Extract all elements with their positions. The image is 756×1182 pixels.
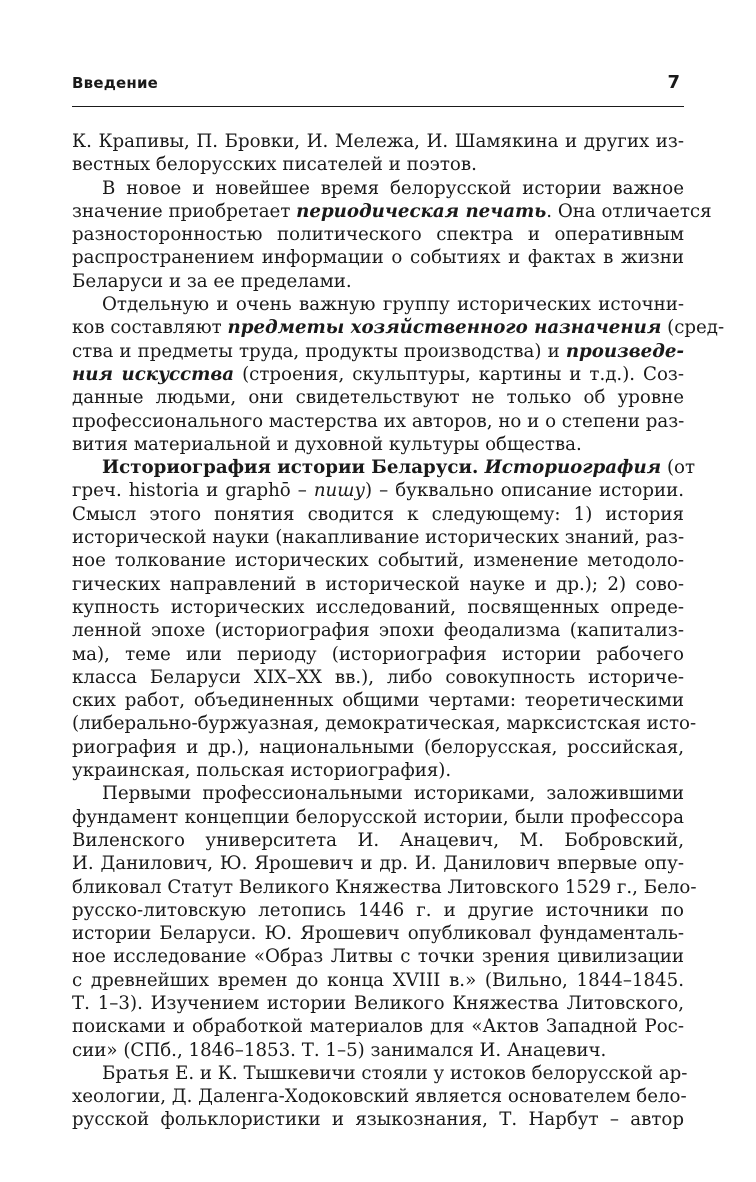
- text-line: ния искусства (строения, скульптуры, картины и т.д.). Соз-: [72, 363, 684, 385]
- running-header: [72, 74, 684, 98]
- text-line: поисками и обработкой материалов для «Актов Западной Рос-: [72, 1016, 684, 1038]
- text-line: риография и др.), национальными (белорусская, российская,: [72, 736, 684, 758]
- emphasis: ния искусства: [72, 363, 235, 385]
- text-line: греч. historia и graphō – пишу) – буквально описание истории.: [72, 480, 684, 502]
- body-text: [72, 130, 725, 1132]
- text-line: Смысл этого понятия сводится к следующему: 1) история: [72, 503, 684, 525]
- text-line: ков составляют предметы хозяйственного назначения (сред-: [72, 317, 725, 339]
- text-line: класса Беларуси XIX–XX вв.), либо совокупность историче-: [72, 666, 684, 688]
- text-line: И. Данилович, Ю. Ярошевич и др. И. Данилович впервые опу-: [72, 853, 684, 875]
- text-line: ное исследование «Образ Литвы с точки зрения цивилизации: [72, 946, 684, 968]
- text-line: хеологии, Д. Даленга-Ходоковский является основателем бело-: [72, 1086, 687, 1108]
- italic-word: пишу: [313, 480, 366, 502]
- text-line: профессионального мастерства их авторов, но и о степени раз-: [72, 410, 685, 432]
- text-line: Братья Е. и К. Тышкевичи стояли у истоков белорусской ар-: [102, 1062, 688, 1084]
- text-line: гических направлений в исторической науке и др.); 2) сово-: [72, 573, 684, 595]
- text-line: Историография истории Беларуси. Историография (от: [102, 457, 696, 479]
- text-line: разносторонностью политического спектра и оперативным: [72, 224, 684, 246]
- text-line: бликовал Статут Великого Княжества Литовского 1529 г., Бело-: [72, 876, 697, 898]
- text-line: Отдельную и очень важную группу исторических источни-: [102, 294, 684, 316]
- text-line: с древнейших времен до конца XVIII в.» (Вильно, 1844–1845.: [72, 969, 684, 991]
- subheading: Историография истории Беларуси.: [102, 457, 485, 479]
- emphasis: произведе-: [565, 340, 684, 362]
- text-line: ства и предметы труда, продукты производства) и произведе-: [72, 340, 684, 362]
- text-line: данные людьми, они свидетельствуют не только об уровне: [72, 387, 684, 409]
- text-line: вестных белорусских писателей и поэтов.: [72, 154, 477, 176]
- emphasis: Историография: [484, 457, 662, 479]
- text-line: истории Беларуси. Ю. Ярошевич опубликовал фундаменталь-: [72, 923, 684, 945]
- text-line: ма), теме или периоду (историография истории рабочего: [72, 643, 684, 665]
- text-line: Виленского университета И. Анацевич, М. Бобровский,: [72, 829, 684, 851]
- text-line: купность исторических исследований, посвященных опреде-: [72, 596, 684, 618]
- text-line: вития материальной и духовной культуры общества.: [72, 433, 582, 455]
- text-line: ских работ, объединенных общими чертами: теоретическими: [72, 690, 684, 712]
- text-line: ное толкование исторических событий, изменение методоло-: [72, 550, 684, 572]
- text-line: распространением информации о событиях и фактах в жизни: [72, 247, 684, 269]
- text-line: К. Крапивы, П. Бровки, И. Мележа, И. Шамякина и других из-: [72, 131, 684, 152]
- text-line: сии» (СПб., 1846–1853. Т. 1–5) занимался И. Анацевич.: [72, 1039, 607, 1061]
- text-line: ленной эпохе (историография эпохи феодализма (капитализ-: [72, 620, 684, 642]
- text-line: Первыми профессиональными историками, заложившими: [102, 783, 684, 805]
- section-title: Введение: [72, 74, 159, 92]
- text-line: исторической науки (накапливание исторических знаний, раз-: [72, 527, 685, 549]
- text-line: (либерально-буржуазная, демократическая, марксистская исто-: [72, 713, 697, 735]
- text-line: В новое и новейшее время белорусской истории важное: [102, 177, 684, 199]
- header-rule: [72, 106, 684, 107]
- emphasis: периодическая печать: [296, 200, 547, 222]
- emphasis: предметы хозяйственного назначения: [227, 317, 662, 339]
- page-number: 7: [667, 72, 680, 93]
- text-line: русско-литовскую летопись 1446 г. и другие источники по: [72, 899, 684, 921]
- text-line: Беларуси и за ее пределами.: [72, 270, 352, 292]
- text-line: значение приобретает периодическая печать. Она отличается: [72, 200, 712, 222]
- text-line: русской фольклористики и языкознания, Т. Нарбут – автор: [72, 1109, 684, 1131]
- text-line: украинская, польская историография).: [72, 760, 452, 782]
- text-line: Т. 1–3). Изучением истории Великого Княжества Литовского,: [72, 992, 684, 1014]
- text-line: фундамент концепции белорусской истории, были профессора: [72, 806, 684, 828]
